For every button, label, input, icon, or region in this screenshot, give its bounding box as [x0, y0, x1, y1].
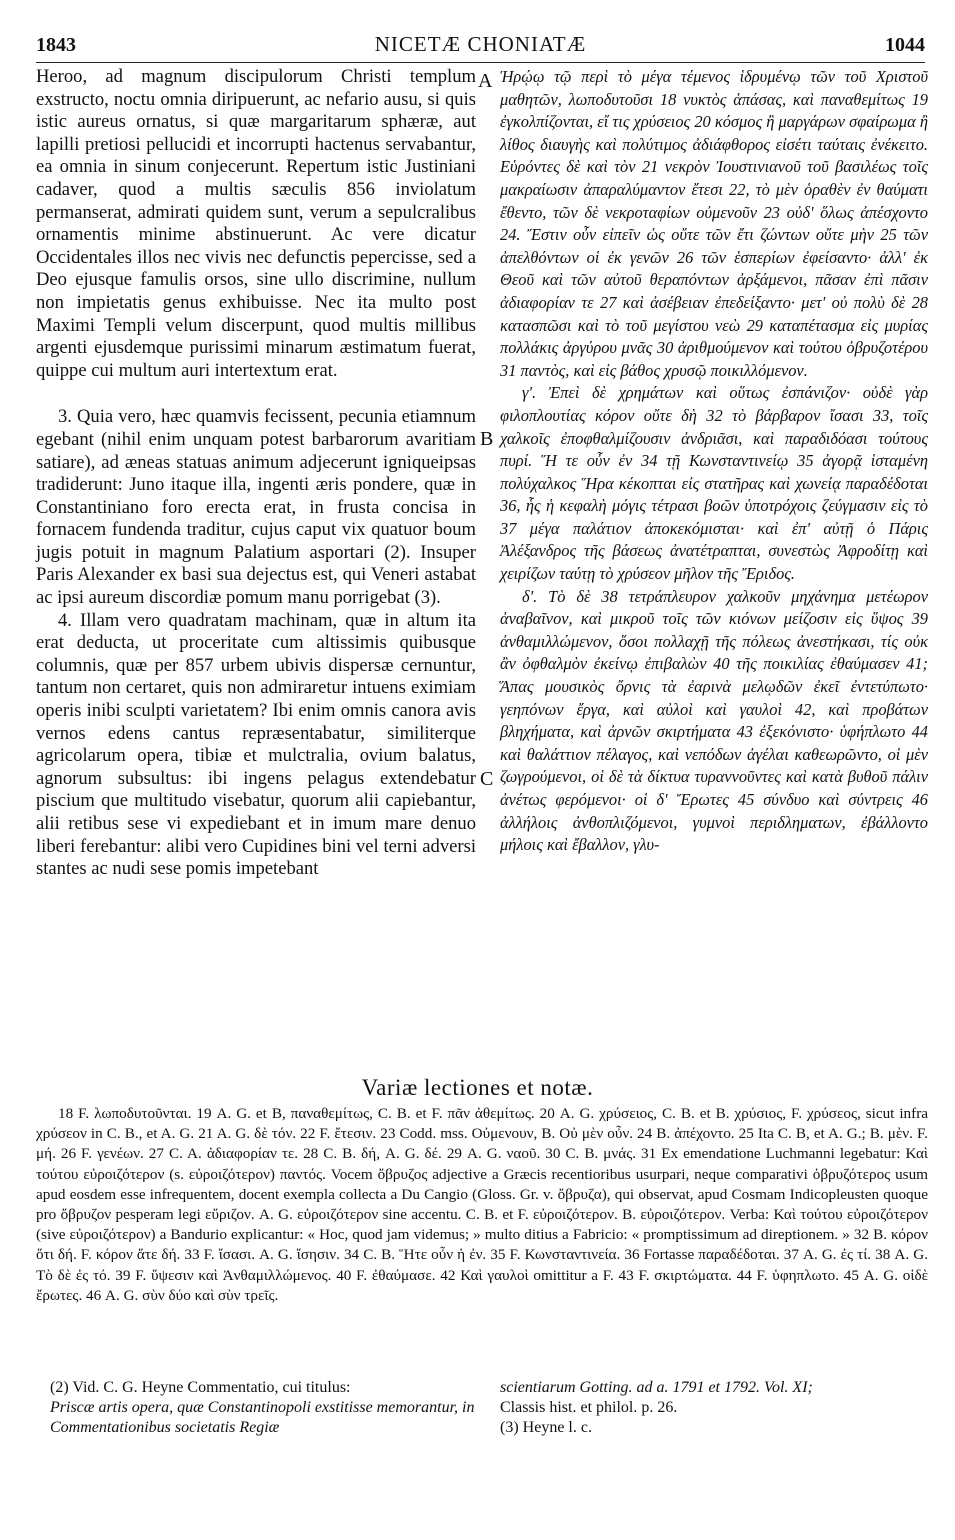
variae-notes [36, 1104, 928, 1306]
running-header [36, 32, 925, 58]
latin-paragraph-1: Heroo, ad magnum discipulorum Christi templum exstructo, noctu omnia diripuerunt, ac nefario ausu, si quis istic aureus ornatus, si quæ margaritarum sphæræ, aut lapilli pretiosi pellucidi et incorrupti hactenus servabantur, ea omnia in sinum conjecerunt. Repertum istic Justiniani cadaver, quod a multis sæculis 856 inviolatum permanserat, admirati quidem sunt, verum a sepulcralibus ornamentis minime abstinuerunt. Ac vere dicatur Occidentales illos nec vivis nec defunctis pepercisse, sed a Deo ejusque famulis orsos, sine ullo discrimine, nullum non impietatis genus exhibuisse. Nec ita multo post Maximi Templi velum discerpunt, quod multis millibus argenti ejusdemque purissimi minarum æstimatum fuerat, quippe cui multum auri intertextum erat. [36, 66, 476, 381]
greek-paragraph-2: γ'. Ἐπεὶ δὲ χρημάτων καὶ οὕτως ἐσπάνιζον· οὐδὲ γὰρ φιλοπλουτίας κόρον οὔτε δὴ 32 τὸ βάρβαρον ἴσασι 33, τοῖς χαλκοῖς ἐποφθαλμίζουσιν ἀνδριᾶσι, καὶ παραδιδόασι τούτους πυρί. Ἥ τε οὖν ἐν 34 τῇ Κωνσταντινείῳ 35 ἀγορᾷ ἱσταμένη πολύχαλκος Ἥρα κέκοπται εἰς στατῆρας καὶ χωνείᾳ παραδέδοται 36, ἧς ἡ κεφαλὴ μόγις τέτρασι βοῶν ὑποτρόχοις ζεύγμασιν εἰς τὸ 37 μέγα παλάτιον ἀποκεκόμισται· καὶ ἐπ' αὐτῇ ὁ Πάρις Ἀλέξανδρος τῆς βάσεως ἀνατέτραπται, συνεστὼς Ἀφροδίτῃ καὶ χειρίζων ταύτῃ τὸ χρύσεον μῆλον τῆς Ἔριδος. [500, 383, 928, 584]
greek-column [500, 66, 928, 857]
greek-paragraph-3: δ'. Τὸ δὲ 38 τετράπλευρον χαλκοῦν μηχάνημα μετέωρον ἀναβαῖνον, καὶ μικροῦ τοῖς τῶν κιόνων μείζοσιν εἰς ὕψος 39 ἀνθαμιλλώμενον, ὅσοι πολλαχῇ τῆς πόλεως ἀνεστήκασι, τίς οὐκ ἂν ὀφθαλμὸν ἐκείνῳ ἐπιβαλὼν 40 τῆς ποικιλίας ἐθαύμασεν 41; Ἅπας μουσικὸς ὄρνις τὰ ἐαρινὰ μελῳδῶν ἐκεῖ ἐντετύπωτο· γεηπόνων ἔργα, καὶ αὐλοὶ καὶ γαυλοὶ 42, καὶ προβάτων βληχήματα, καὶ ἀρνῶν σκιρτήματα 43 ἐξεκόνιστο· ὑφήπλωτο 44 καὶ θαλάττιον πέλαγος, καὶ νεπόδων ἀγέλαι καθεωρῶντο, οἱ μὲν ζωγρούμενοι, οἱ δὲ τὰ δίκτυα τυραννοῦντες καὶ κατὰ βυθοῦ πάλιν ἀνέτως φερόμενοι· οἱ δ' Ἔρωτες 45 σύνδυο καὶ σύντρεις 46 ἀλλήλοις ἀνθοπλιζόμενοι, γυμνοὶ περιδληματων, ἐβάλλοντο μήλοις καὶ ἔβαλλον, γλυ- [500, 586, 928, 855]
header-title: NICETÆ CHONIATÆ [374, 32, 587, 56]
header-rule [36, 62, 925, 63]
footnote-3: (3) Heyne l. c. [500, 1419, 592, 1436]
variae-title: Variæ lectiones et notæ. [361, 1075, 594, 1100]
header-year: 1843 [36, 34, 76, 56]
footnotes-left [50, 1378, 475, 1438]
footnote-2-classis: Classis hist. et philol. p. 26. [500, 1399, 678, 1416]
footnote-2-continued: scientiarum Gotting. ad a. 1791 et 1792. Vol. XI; [500, 1379, 813, 1396]
latin-paragraph-3: 4. Illam vero quadratam machinam, quæ in altum ita erat deducta, ut proceritate cum altissimis quibusque columnis, quæ per 857 urbem ubivis dispersæ cernuntur, tantum non certaret, quis non admiraretur intuens eximiam operis inibi sculpti varietatem? Ibi enim omnis canora avis vernos edens cantus repræsentabatur, similiterque agricolarum opera, tibiæ et mulctralia, ovium balatus, agnorum subsultus: ibi ingens pelagus extendebatur piscium que multitudo visebatur, quorum alii capiebantur, alii retibus sese vi expediebant et in imum mare denuo liberi ferebantur: alibi vero Cupidines bini vel terni adversi stantes ac nudi sese pomis impetebant [36, 609, 476, 880]
footnotes-right [500, 1378, 928, 1438]
margin-marker-c: C [480, 768, 494, 790]
margin-marker-b: B [480, 428, 494, 450]
latin-paragraph-2: 3. Quia vero, hæc quamvis fecissent, pecunia etiamnum egebant (nihil enim unquam potest barbarorum avaritiam satiare), ad æneas statuas animum adjecerunt igniqueipsas tradiderunt: Juno itaque illa, ingenti æris pondere, quæ in Constantiniano foro erecta erat, in frusta concisa in fornacem fundenda traditur, cujus caput vix quatuor boum jugis potuit in magnum Palatium asportari (2). Insuper Paris Alexander ex basi sua dejectus est, qui Veneri astabat ac ipsi aureum discordiæ pomum manu porrigebat (3). [36, 406, 476, 609]
variae-notes-text: 18 F. λωποδυτοῦνται. 19 A. G. et B, παναθεμίτως, C. B. et F. πᾶν ἀθεμίτως. 20 A. G. χρύσειος, C. B. et B. χρύσιος, F. χρύσεος, sicut infra χρύσεον in C. B., et A. G. 21 A. G. δὲ τόν. 22 F. ἔτεσιν. 23 Codd. mss. Οὐμενουν, B. Οὐ μὲν οὖν. 24 B. ἀπέχοντο. 25 Ita C. B, et A. G.; B. μὲν. F. μή. 26 F. γενέων. 27 C. A. ἀδιαφορίαν τε. 28 C. B. δή, A. G. δέ. 29 A. G. ναοῦ. 30 C. B. μνάς. 31 Ex emendatione Luchmanni legebatur: Καὶ τούτου εὐροιζότερον (s. εὐροιζότερον) παντός. Vocem ὄβρυζος adjective a Græcis recentioribus usurpari, neque comparativi ὀβρυζότερος usum apud eosdem esse infrequentem, docent exempla collecta a Du Cangio (Gloss. Gr. v. ὄβρυζα), qui observat, apud Cosmam Indicopleusten quoque pro ὄβρυζον pesperam legi εὔριζον. A. G. εὐροιζότερον sine accentu. C. B. et F. εὐροιζότερον. B. εὐροιζότερον. Verba: Καὶ τούτου εὐροιζότερον (sive εὐροιζότερον) a Bandurio explicantur: « Hoc, quod jam videmus; » multo ditius a Fabricio: « promptissimum ad direptionem. » 32 B. κόρον ὅτι δή. F. κόρον ἅτε δή. 33 F. ἴσασι. A. G. ἴσησιν. 34 C. B. Ἥτε οὖν ἡ ἐν. 35 F. Κωνσταντινεία. 36 Fortasse παραδέδοται. 37 A. G. ἐς τί. 38 A. G. Τὸ δὲ ἐς τό. 39 F. ὕψεσιν καὶ Ἀνθαμιλλώμενος. 40 F. ἐθαύμασε. 42 Καὶ γαυλοὶ omittitur a F. 43 F. σκιρτώματα. 44 F. ὑφηπλωτο. 45 A. G. οἱδὲ ἔρωτες. 46 A. G. σὺν δύο καὶ σὺν τρεῖς. [36, 1105, 928, 1304]
header-page-number: 1044 [884, 34, 925, 56]
footnote-2-line: (2) Vid. C. G. Heyne Commentatio, cui titulus: [50, 1379, 351, 1396]
latin-column [36, 66, 476, 881]
footnote-2-title: Priscæ artis opera, quæ Constantinopoli exstitisse memorantur, in Commentationibus societatis Regiæ [50, 1399, 475, 1436]
greek-paragraph-1: Ἡρῴῳ τῷ περὶ τὸ μέγα τέμενος ἱδρυμένῳ τῶν τοῦ Χριστοῦ μαθητῶν, λωποδυτοῦσι 18 νυκτὸς ἁπάσας, καὶ παναθεμίτως 19 ἐγκολπίζονται, εἴ τις χρύσειος 20 κόσμος ἢ μαργάρων σφαίρωμα ἢ λίθος διαυγὴς καὶ πολύτιμος ἀδιάφθορος εἰσέτι ταύταις ἐνέκειτο. Εὑρόντες δὲ καὶ τὸν 21 νεκρὸν Ἰουστινιανοῦ τοῦ βασιλέως τοῖς μακραίωσιν ἀπαραλύμαντον ἔτεσι 22, τὸ μὲν ὁραθὲν ἐν θαύματι ἔθεντο, τῶν δὲ νεκροταφίων οὐμενοῦν 23 οὐδ' ὅλως ἀπέσχοντο 24. Ἔστιν οὖν εἰπεῖν ὡς οὔτε τῶν ἔτι ζώντων οὔτε μὴν 25 τῶν ἀπελθόντων οἱ ἐκ γενῶν 26 τῶν ἑσπερίων ἐφείσαντο· ἀλλ' ἐκ Θεοῦ καὶ τῶν αὐτοῦ θεραπόντων ἀρξάμενοι, πᾶσαν ἐπὶ πᾶσιν ἀδιαφορίαν τε 27 καὶ ἀσέβειαν ἐπεδείξαντο· μετ' οὐ πολὺ δὲ 28 κατασπῶσι καὶ τὸ τοῦ μεγίστου νεὼ 29 καταπέτασμα εἰς μυρίας πολλάκις ἀργύρου μνᾶς 30 ἀριθμούμενον καὶ τούτου ὀβρυζοτέρου 31 παντὸς, καὶ εἰς βάθος χρυσῷ ποικιλλόμενον. [500, 67, 928, 380]
margin-marker-a: A [478, 70, 493, 92]
